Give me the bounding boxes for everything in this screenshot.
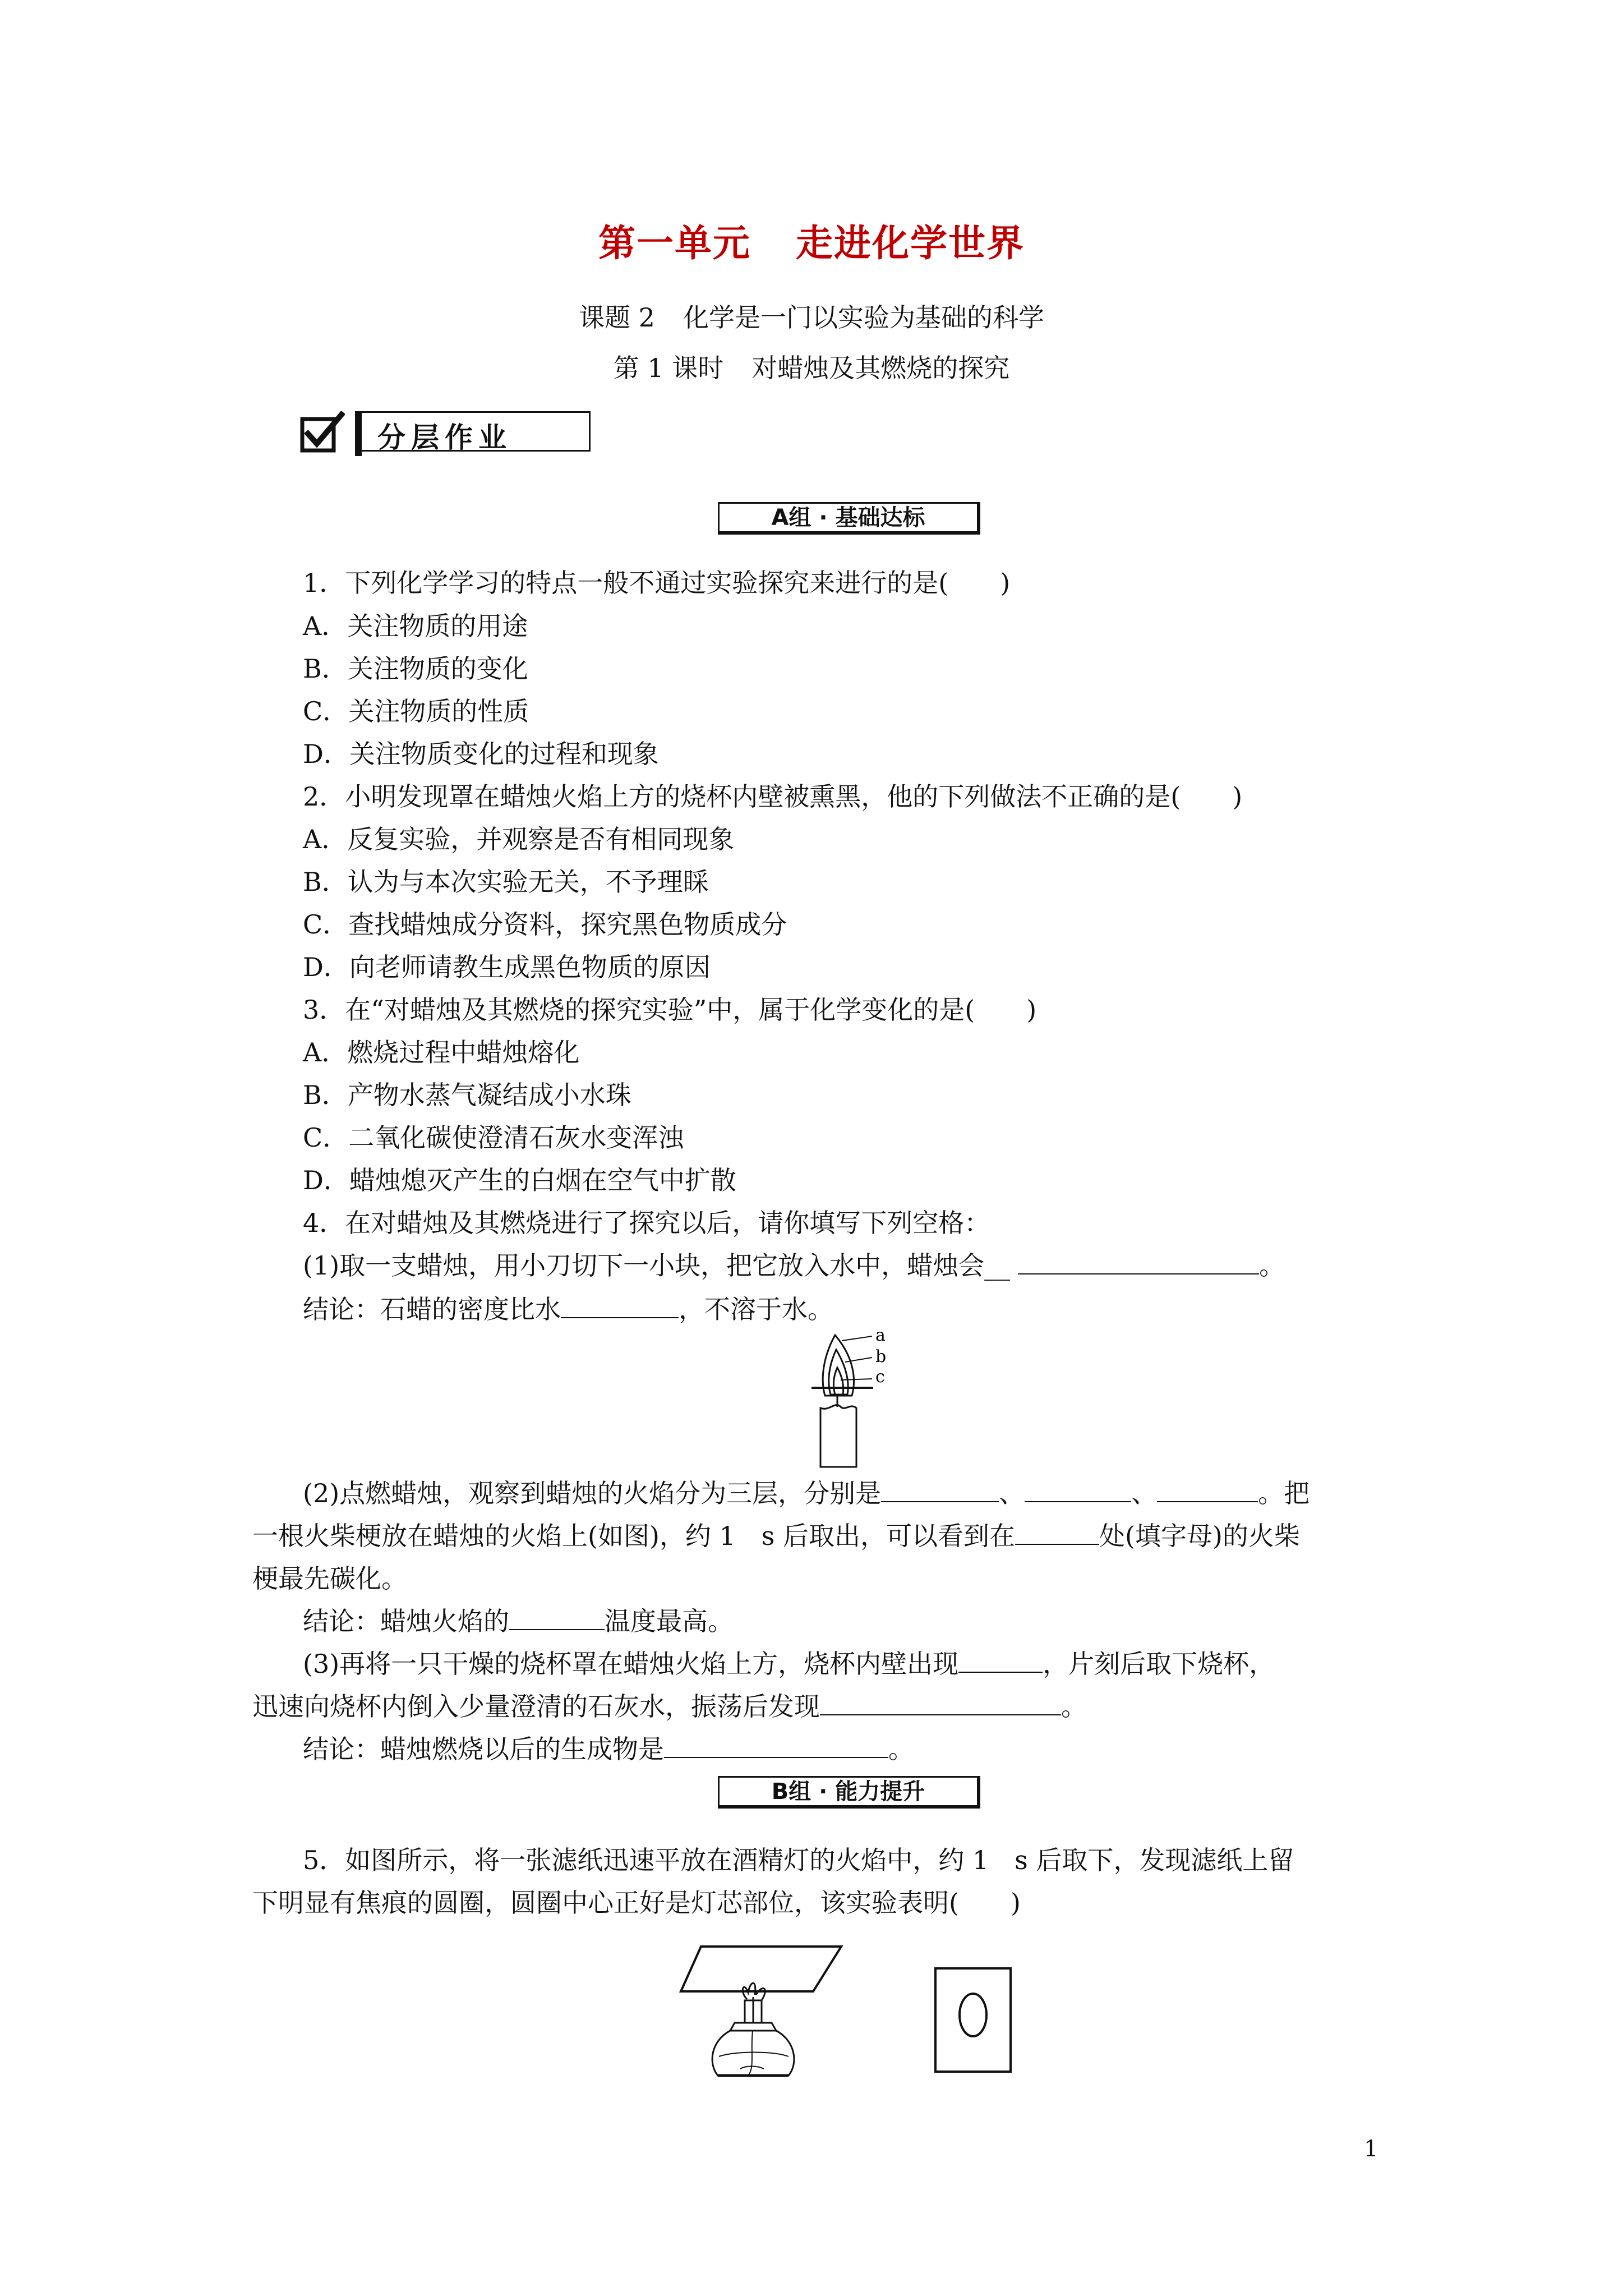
candle-flame-figure xyxy=(794,1324,895,1475)
lesson-title xyxy=(0,348,1623,385)
q1-option-d: D．关注物质变化的过程和现象 xyxy=(303,739,659,769)
flame-label-b: b xyxy=(875,1347,887,1366)
q2-stem: 2．小明发现罩在蜡烛火焰上方的烧杯内壁被熏黑，他的下列做法不正确的是( ) xyxy=(303,781,1243,812)
q4-part2-line2-end: 处(填字母)的火柴 xyxy=(1099,1521,1300,1551)
q5-line1: 5．如图所示，将一张滤纸迅速平放在酒精灯的火焰中，约 1 s 后取下，发现滤纸上留 xyxy=(303,1845,1294,1875)
q4-conclusion3-end: 。 xyxy=(888,1734,914,1764)
q4-part2 xyxy=(303,1473,1310,1510)
q5-line2: 下明显有焦痕的圆圈，圆圈中心正好是灯芯部位，该实验表明( ) xyxy=(252,1888,1021,1918)
q1-stem: 1．下列化学学习的特点一般不通过实验探究来进行的是( ) xyxy=(303,568,1011,598)
separator: 、 xyxy=(1131,1478,1158,1508)
q4-conclusion3 xyxy=(303,1729,914,1766)
unit-title-part-1: 第一单元 xyxy=(598,221,751,265)
q4-conclusion3-text: 结论：蜡烛燃烧以后的生成物是 xyxy=(303,1734,664,1764)
q4-part3 xyxy=(303,1644,1275,1681)
q3-option-a: A．燃烧过程中蜡烛熔化 xyxy=(303,1037,580,1068)
answer-blank[interactable] xyxy=(1157,1479,1258,1502)
q2-option-c: C．查找蜡烛成分资料，探究黑色物质成分 xyxy=(303,909,787,940)
q3-option-b: B．产物水蒸气凝结成小水珠 xyxy=(303,1080,631,1110)
page-number: 1 xyxy=(1364,2136,1378,2162)
q4-part3-line2 xyxy=(252,1686,1087,1723)
homework-badge xyxy=(300,411,603,456)
badge-bar xyxy=(355,411,362,456)
q4-part2-line3: 梗最先碳化。 xyxy=(252,1563,407,1594)
topic-name: 化学是一门以实验为基础的科学 xyxy=(683,302,1044,333)
answer-blank[interactable] xyxy=(1015,1521,1099,1545)
q4-stem: 4．在对蜡烛及其燃烧进行了探究以后，请你填写下列空格： xyxy=(303,1208,990,1238)
q4-part1-end: 。 xyxy=(1259,1250,1285,1281)
q1-option-a: A．关注物质的用途 xyxy=(303,611,528,641)
q4-part2-line2 xyxy=(252,1516,1300,1553)
q4-part1-text: (1)取一支蜡烛，用小刀切下一小块，把它放入水中，蜡烛会__ xyxy=(303,1250,1011,1281)
q4-conclusion1-text: 结论：石蜡的密度比水 xyxy=(303,1294,561,1324)
flame-label-c: c xyxy=(875,1367,885,1387)
answer-blank[interactable] xyxy=(1018,1251,1259,1274)
q4-conclusion2 xyxy=(303,1601,734,1638)
q4-part3-end: ，片刻后取下烧杯， xyxy=(1043,1649,1275,1679)
answer-blank[interactable] xyxy=(820,1692,1061,1715)
q4-part2-end: 。把 xyxy=(1258,1478,1310,1508)
answer-blank[interactable] xyxy=(958,1649,1043,1673)
q4-conclusion1-end: ，不溶于水。 xyxy=(679,1294,833,1324)
group-a-header xyxy=(718,502,980,535)
answer-blank[interactable] xyxy=(881,1479,999,1502)
group-a-label: A组 · 基础达标 xyxy=(771,505,925,531)
answer-blank[interactable] xyxy=(509,1607,605,1630)
lesson-name: 对蜡烛及其燃烧的探究 xyxy=(751,353,1010,383)
q4-part1 xyxy=(303,1245,1285,1282)
q2-option-b: B．认为与本次实验无关，不予理睬 xyxy=(303,867,709,897)
unit-title-part-2: 走进化学世界 xyxy=(796,221,1025,265)
q4-conclusion2-text: 结论：蜡烛火焰的 xyxy=(303,1606,509,1636)
group-b-label: B组 · 能力提升 xyxy=(771,1779,925,1805)
separator: 、 xyxy=(999,1478,1025,1508)
filter-paper-figure xyxy=(934,1967,1012,2073)
q4-part3-line2-text: 迅速向烧杯内倒入少量澄清的石灰水，振荡后发现 xyxy=(252,1691,820,1722)
q2-option-a: A．反复实验，并观察是否有相同现象 xyxy=(303,824,735,854)
unit-title xyxy=(0,213,1623,266)
flame-label-a: a xyxy=(875,1326,886,1345)
q4-part2-line2-text: 一根火柴梗放在蜡烛的火焰上(如图)，约 1 s 后取出，可以看到在 xyxy=(252,1521,1016,1551)
topic-number: 课题 2 xyxy=(579,302,655,333)
alcohol-lamp-figure xyxy=(679,1941,847,2087)
answer-blank[interactable] xyxy=(561,1295,679,1318)
q4-part3-line2-end: 。 xyxy=(1061,1691,1087,1722)
q3-stem: 3．在“对蜡烛及其燃烧的探究实验”中，属于化学变化的是( ) xyxy=(303,995,1037,1025)
answer-blank[interactable] xyxy=(664,1734,888,1758)
q4-conclusion1 xyxy=(303,1289,833,1326)
q4-part3-text: (3)再将一只干燥的烧杯罩在蜡烛火焰上方，烧杯内壁出现 xyxy=(303,1649,959,1679)
badge-label: 分层作业 xyxy=(377,421,512,454)
answer-blank[interactable] xyxy=(1025,1479,1131,1502)
group-b-header xyxy=(718,1776,980,1809)
q4-part2-text: (2)点燃蜡烛，观察到蜡烛的火焰分为三层，分别是 xyxy=(303,1478,882,1508)
topic-title xyxy=(0,297,1623,334)
q4-conclusion2-end: 温度最高。 xyxy=(605,1606,734,1636)
lesson-number: 第 1 课时 xyxy=(613,353,724,383)
checkbox-icon xyxy=(300,411,345,456)
q1-option-c: C．关注物质的性质 xyxy=(303,696,529,726)
q1-option-b: B．关注物质的变化 xyxy=(303,654,528,684)
q2-option-d: D．向老师请教生成黑色物质的原因 xyxy=(303,952,711,982)
q3-option-c: C．二氧化碳使澄清石灰水变浑浊 xyxy=(303,1122,684,1153)
q3-option-d: D．蜡烛熄灭产生的白烟在空气中扩散 xyxy=(303,1165,736,1195)
